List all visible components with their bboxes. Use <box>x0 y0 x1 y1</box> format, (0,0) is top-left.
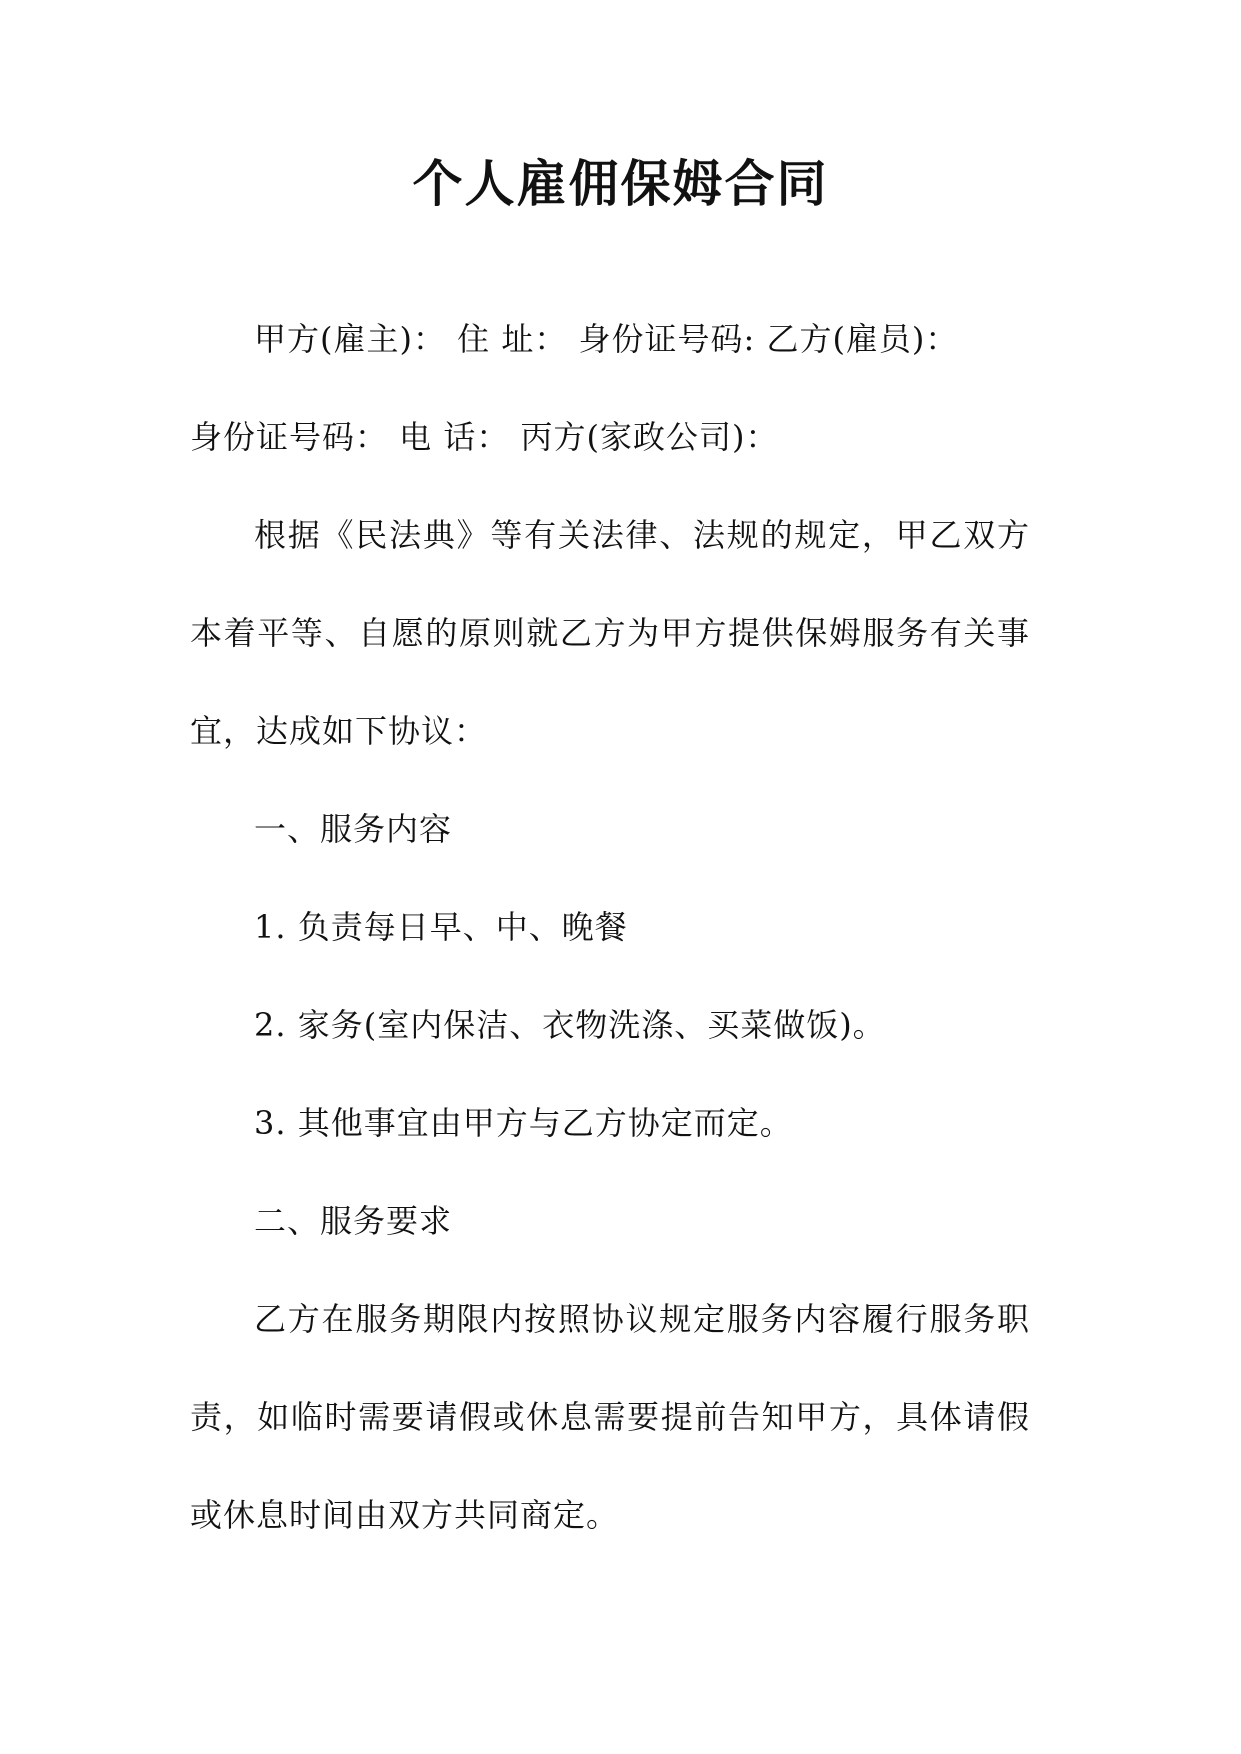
service-item: 1. 负责每日早、中、晚餐 <box>254 908 628 946</box>
document-body <box>190 290 1030 1564</box>
parties-line-2: 身份证号码： 电 话： 丙方(家政公司)： <box>190 418 779 456</box>
service-requirements-paragraph: 乙方在服务期限内按照协议规定服务内容履行服务职责，如临时需要请假或休息需要提前告知甲方，具体请假或休息时间由双方共同商定。 <box>190 1300 1030 1534</box>
service-item: 2. 家务(室内保洁、衣物洗涤、买菜做饭)。 <box>254 1006 886 1044</box>
section-heading-service-requirements: 二、服务要求 <box>254 1202 453 1240</box>
intro-paragraph: 根据《民法典》等有关法律、法规的规定，甲乙双方本着平等、自愿的原则就乙方为甲方提供保姆服务有关事宜，达成如下协议： <box>190 516 1030 750</box>
service-item: 3. 其他事宜由甲方与乙方协定而定。 <box>254 1104 793 1142</box>
document-title: 个人雇佣保姆合同 <box>412 154 829 213</box>
parties-line-1: 甲方(雇主)： 住 址： 身份证号码: 乙方(雇员)： <box>254 320 959 358</box>
section-heading-service-content: 一、服务内容 <box>254 810 453 848</box>
